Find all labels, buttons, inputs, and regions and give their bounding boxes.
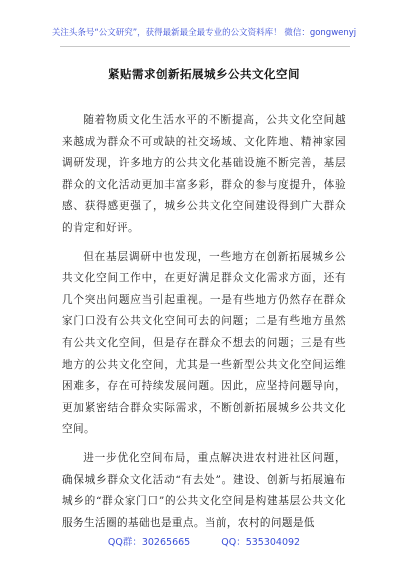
- paragraph-1: 随着物质文化生活水平的不断提高，公共文化空间越来越成为群众不可或缺的社交场域、文化阵地、精神家园调研发现，许多地方的公共文化基础设施不断完善，基层群众的文化活动更加丰富多彩，群众的参与度提升，体验感、获得感更强了，城乡公共文化空间建设得到广大群众的肯定和好评。: [62, 114, 346, 234]
- footer-qq: QQ：535304092: [221, 537, 301, 548]
- document-title: 紧贴需求创新拓展城乡公共文化空间: [108, 67, 300, 81]
- footer-contacts: [0, 534, 408, 548]
- footer-qq-group: QQ群：30265665: [107, 537, 191, 548]
- paragraph-3: 进一步优化空间布局，重点解决进农村进社区问题，确保城乡群众文化活动“有去处”。建设、创新与拓展遍布城乡的“群众家门口”的公共文化空间是构建基层公共文化服务生活圈的基础也是重点。当前，农村的问题是低: [62, 451, 346, 529]
- header-divider: [60, 46, 350, 47]
- paragraph-2: 但在基层调研中也发现，一些地方在创新拓展城乡公共文化空间工作中，在更好满足群众文化需求方面，还有几个突出问题应当引起重视。一是有些地方仍然存在群众家门口没有公共文化空间可去的问题；二是有些地方虽然有公共文化空间，但是存在群众不想去的问题；三是有些地方的公共文化空间，尤其是一些新型公共文化空间运维困难多，存在可持续发展问题。因此，应坚持问题导向，更加紧密结合群众实际需求，不断创新拓展城乡公共文化空间。: [62, 250, 346, 436]
- document-body: [62, 110, 346, 541]
- header-notice: 关注头条号“公文研究”，获得最新最全最专业的公文资料库！ 微信：gongwenyj: [51, 28, 357, 38]
